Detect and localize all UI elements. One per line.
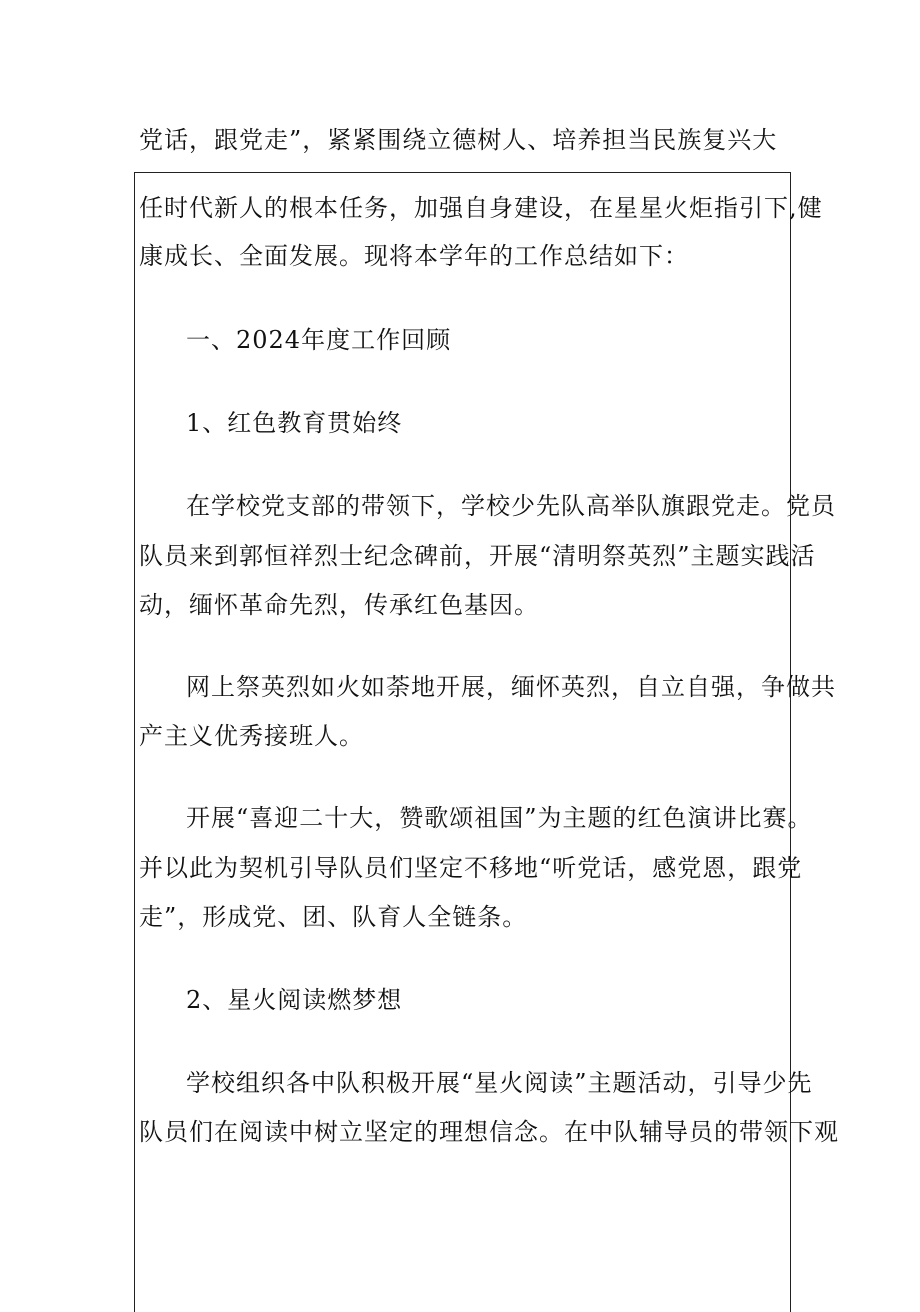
sub2-para1-line2: 队员们在阅读中树立坚定的理想信念。在中队辅导员的带领下观 [139, 1118, 839, 1146]
sub1-para3-line3: 走”，形成党、团、队育人全链条。 [139, 903, 528, 931]
intro-line-2: 康成长、全面发展。现将本学年的工作总结如下： [139, 242, 689, 270]
sub1-para2-line1: 网上祭英烈如火如荼地开展，缅怀英烈，自立自强，争做共 [186, 673, 836, 701]
subsection-2-title: 2、星火阅读燃梦想 [186, 986, 403, 1014]
sub1-para1-line3: 动，缅怀革命先烈，传承红色基因。 [139, 591, 539, 619]
sub1-para3-line2: 并以此为契机引导队员们坚定不移地“听党话，感党恩，跟党 [139, 854, 803, 882]
sub2-para1-line1: 学校组织各中队积极开展“星火阅读”主题活动，引导少先 [186, 1069, 813, 1097]
subsection-1-title: 1、红色教育贯始终 [186, 409, 403, 437]
intro-line-1: 任时代新人的根本任务，加强自身建设，在星星火炬指引下,健 [139, 194, 823, 222]
sub1-para1-line2: 队员来到郭恒祥烈士纪念碑前，开展“清明祭英烈”主题实践活 [139, 542, 816, 570]
carry-over-line: 党话，跟党走”，紧紧围绕立德树人、培养担当民族复兴大 [139, 126, 778, 154]
sub1-para1-line1: 在学校党支部的带领下，学校少先队高举队旗跟党走。党员 [186, 492, 836, 520]
sub1-para3-line1: 开展“喜迎二十大，赞歌颂祖国”为主题的红色演讲比赛。 [186, 804, 813, 832]
sub1-para2-line2: 产主义优秀接班人。 [139, 722, 364, 750]
section-heading: 一、2024年度工作回顾 [186, 326, 452, 354]
